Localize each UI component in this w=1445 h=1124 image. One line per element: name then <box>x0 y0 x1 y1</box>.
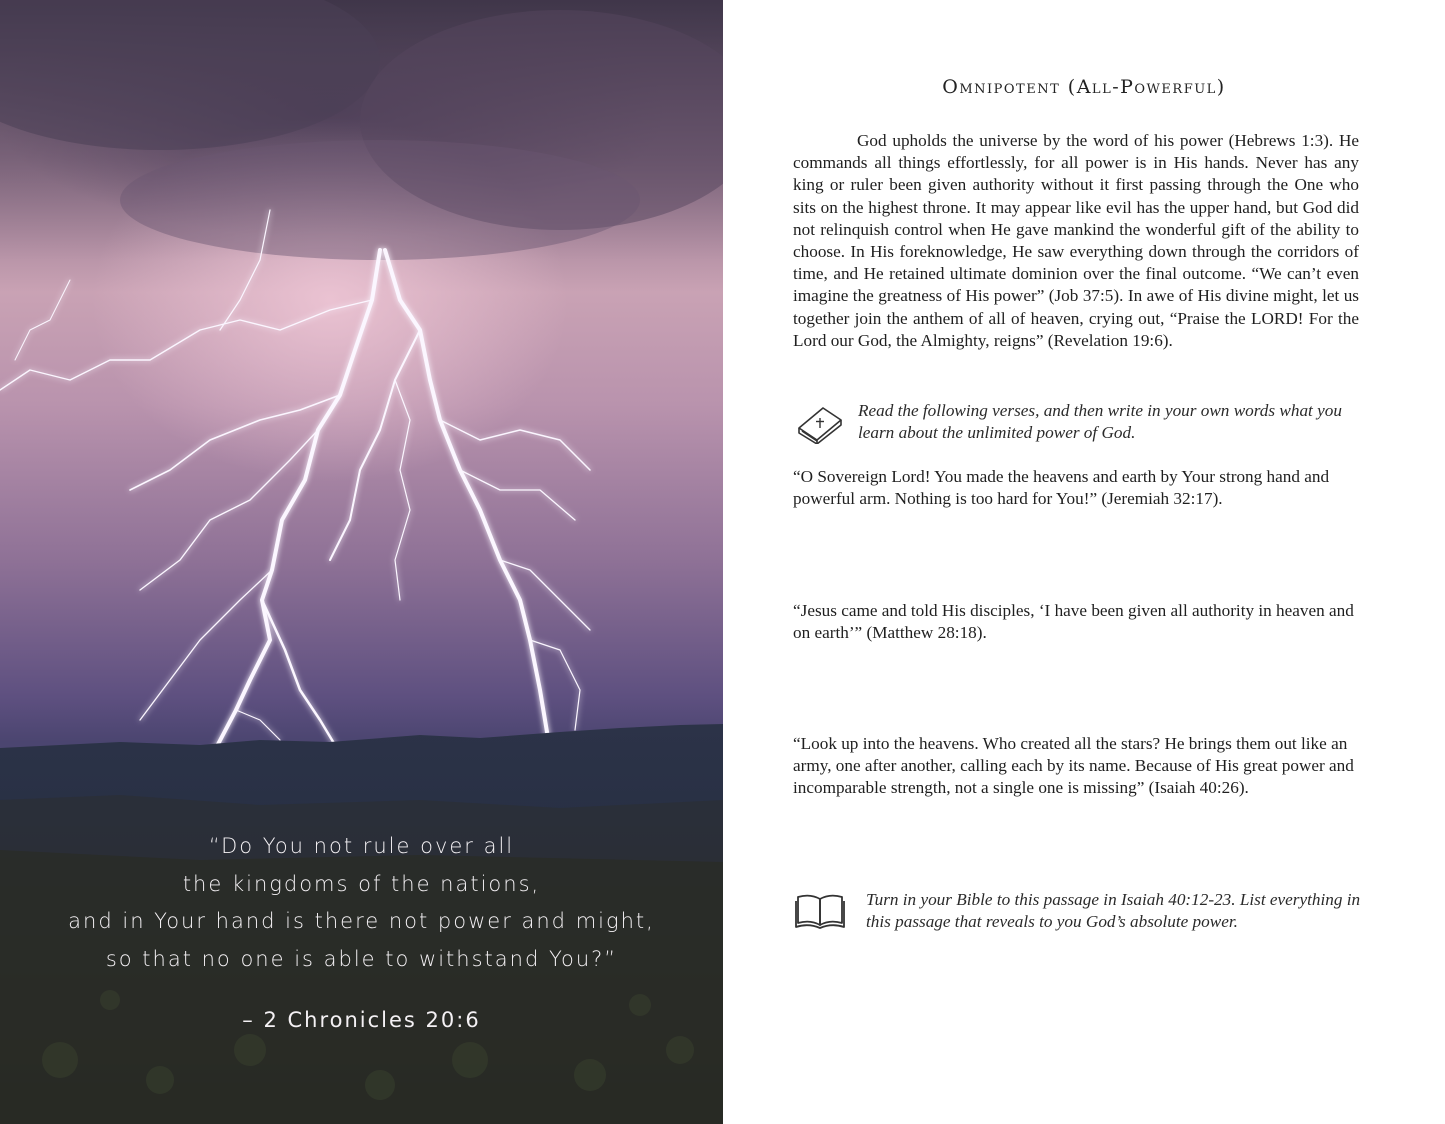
verse-isaiah: “Look up into the heavens. Who created all the stars? He brings them out like an army, one after another, calling each by its name. Because of His great power and incomparable strength, not a single one is missing” (Isaiah 40:26). <box>793 734 1354 798</box>
intro-paragraph: God upholds the universe by the word of his power (Hebrews 1:3). He commands all things effortlessly, for all power is in His hands. Never has any king or ruler been given authority without it first passing through the One who sits on the highest throne. It may appear like evil has the upper hand, but God did not relinquish control when He gave mankind the wonderful gift of the ability to choose. In His foreknowledge, He saw everything down through the corridors of time, and He retained ultimate dominion over the final outcome. “We can’t even imagine the greatness of His power” (Job 37:5). In awe of His divine might, let us together join the anthem of all of heaven, crying out, “Praise the LORD! For the Lord our God, the Almighty, reigns” (Revelation 19:6). <box>793 131 1359 350</box>
bible-icon <box>795 404 845 444</box>
quote-line: the kingdoms of the nations, <box>182 871 541 896</box>
quote-line: “Do You not rule over all <box>208 834 515 858</box>
quote-line: and in Your hand is there not power and might, <box>68 909 655 933</box>
instruction-read-verses: Read the following verses, and then write in your own words what you learn about the unlimited power of God. <box>858 401 1342 443</box>
instruction-isaiah-passage: Turn in your Bible to this passage in Isaiah 40:12-23. List everything in this passage that reveals to you God’s absolute power. <box>866 890 1361 932</box>
devotional-text-page <box>723 0 1445 1124</box>
verse-jeremiah: “O Sovereign Lord! You made the heavens and earth by Your strong hand and powerful arm. Nothing is too hard for You!” (Jeremiah 32:17). <box>793 467 1330 509</box>
quote-line: so that no one is able to withstand You?” <box>105 946 618 971</box>
open-book-icon <box>795 893 845 929</box>
verse-matthew: “Jesus came and told His disciples, ‘I have been given all authority in heaven and on earth’” (Matthew 28:18). <box>793 601 1354 643</box>
quote-reference: – 2 Chronicles 20:6 <box>242 1008 481 1032</box>
page-title: Omnipotent (All-Powerful) <box>942 76 1226 98</box>
scripture-quote <box>40 828 683 978</box>
